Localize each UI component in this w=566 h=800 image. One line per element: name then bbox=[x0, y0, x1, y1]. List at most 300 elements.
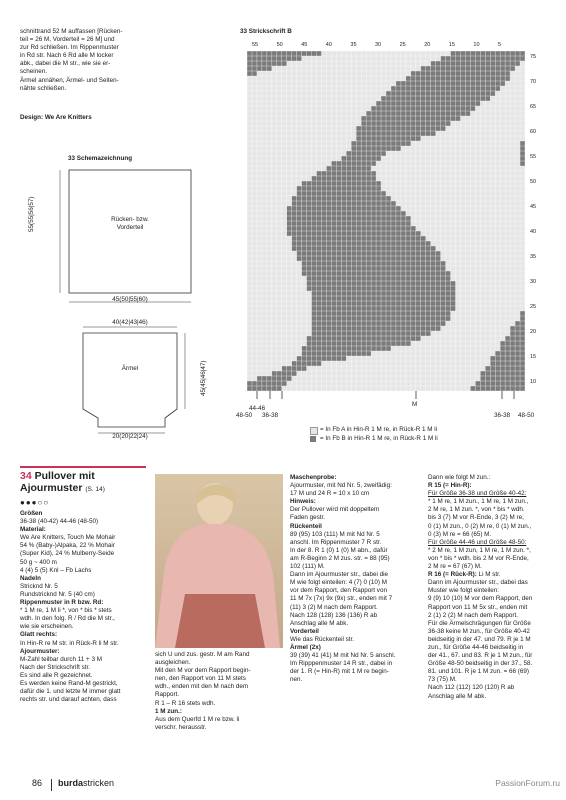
chart-cell-b bbox=[312, 176, 317, 181]
chart-cell-b bbox=[376, 186, 381, 191]
chart-cell-b bbox=[361, 311, 366, 316]
chart-cell-b bbox=[416, 131, 421, 136]
chart-cell-b bbox=[331, 261, 336, 266]
chart-cell-b bbox=[436, 326, 441, 331]
chart-cell-b bbox=[406, 91, 411, 96]
chart-cell-b bbox=[441, 291, 446, 296]
chart-cell-b bbox=[495, 66, 500, 71]
chart-cell-b bbox=[307, 351, 312, 356]
top-number: 45 bbox=[301, 42, 308, 48]
chart-cell-b bbox=[515, 346, 520, 351]
chart-cell-b bbox=[401, 291, 406, 296]
chart-cell-b bbox=[386, 211, 391, 216]
text-span: Größe 48-50 beidseitig in der 37., 58. bbox=[428, 660, 533, 668]
chart-cell-b bbox=[371, 321, 376, 326]
chart-cell-b bbox=[371, 316, 376, 321]
chart-cell-b bbox=[391, 311, 396, 316]
text-span: Nach 128 (128) 136 (136) R ab bbox=[290, 611, 378, 619]
chart-cell-b bbox=[292, 241, 297, 246]
chart-cell-b bbox=[515, 361, 520, 366]
chart-cell-b bbox=[490, 86, 495, 91]
chart-cell-b bbox=[391, 226, 396, 231]
chart-cell-b bbox=[366, 191, 371, 196]
text-line bbox=[428, 547, 558, 555]
chart-cell-b bbox=[341, 326, 346, 331]
chart-cell-b bbox=[465, 76, 470, 81]
chart-cell-b bbox=[431, 291, 436, 296]
chart-cell-b bbox=[500, 361, 505, 366]
chart-cell-b bbox=[411, 96, 416, 101]
chart-cell-b bbox=[336, 236, 341, 241]
chart-cell-b bbox=[272, 371, 277, 376]
chart-cell-b bbox=[500, 51, 505, 56]
chart-cell-b bbox=[510, 336, 515, 341]
text-line bbox=[290, 604, 425, 612]
chart-cell-b bbox=[257, 56, 262, 61]
chart-cell-b bbox=[391, 201, 396, 206]
chart-cell-b bbox=[321, 251, 326, 256]
chart-cell-b bbox=[287, 371, 292, 376]
chart-cell-b bbox=[302, 266, 307, 271]
text-line bbox=[155, 708, 283, 716]
chart-cell-b bbox=[446, 311, 451, 316]
schema-title: 33 Schemazeichnung bbox=[68, 155, 133, 162]
chart-cell-b bbox=[371, 161, 376, 166]
chart-cell-b bbox=[520, 336, 525, 341]
chart-cell-b bbox=[361, 206, 366, 211]
chart-cell-b bbox=[317, 211, 322, 216]
text-span: beidseitig in der 47. und 79. R je 1 M bbox=[428, 635, 531, 643]
chart-cell-b bbox=[396, 311, 401, 316]
chart-cell-b bbox=[515, 356, 520, 361]
chart-cell-b bbox=[480, 81, 485, 86]
chart-cell-b bbox=[371, 301, 376, 306]
chart-cell-b bbox=[460, 101, 465, 106]
chart-cell-b bbox=[371, 276, 376, 281]
chart-cell-b bbox=[406, 126, 411, 131]
chart-cell-b bbox=[421, 71, 426, 76]
chart-cell-b bbox=[510, 351, 515, 356]
chart-cell-b bbox=[406, 291, 411, 296]
chart-cell-b bbox=[520, 341, 525, 346]
text-span: Stricknd Nr. 5 bbox=[20, 582, 58, 590]
chart-cell-b bbox=[346, 251, 351, 256]
chart-cell-b bbox=[262, 56, 267, 61]
chart-cell-b bbox=[381, 286, 386, 291]
chart-cell-b bbox=[366, 266, 371, 271]
chart-cell-b bbox=[356, 186, 361, 191]
chart-cell-b bbox=[436, 106, 441, 111]
chart-cell-b bbox=[485, 376, 490, 381]
chart-cell-b bbox=[287, 51, 292, 56]
chart-cell-b bbox=[356, 181, 361, 186]
chart-cell-b bbox=[341, 161, 346, 166]
chart-cell-b bbox=[510, 56, 515, 61]
chart-cell-b bbox=[406, 106, 411, 111]
chart-cell-b bbox=[411, 236, 416, 241]
text-line bbox=[428, 587, 558, 595]
chart-cell-b bbox=[411, 86, 416, 91]
chart-cell-b bbox=[302, 356, 307, 361]
chart-cell-b bbox=[381, 141, 386, 146]
chart-cell-b bbox=[376, 281, 381, 286]
chart-cell-b bbox=[376, 131, 381, 136]
chart-cell-b bbox=[396, 251, 401, 256]
chart-cell-b bbox=[331, 176, 336, 181]
chart-cell-b bbox=[520, 331, 525, 336]
chart-cell-b bbox=[302, 226, 307, 231]
text-line bbox=[290, 676, 425, 684]
text-line bbox=[20, 542, 152, 550]
text-line bbox=[290, 620, 425, 628]
chart-cell-b bbox=[426, 116, 431, 121]
chart-cell-b bbox=[292, 211, 297, 216]
text-span: Material: bbox=[20, 526, 46, 534]
chart-cell-b bbox=[331, 221, 336, 226]
chart-cell-b bbox=[317, 286, 322, 291]
chart-cell-b bbox=[431, 311, 436, 316]
chart-cell-b bbox=[341, 241, 346, 246]
chart-cell-b bbox=[361, 201, 366, 206]
chart-cell-b bbox=[267, 376, 272, 381]
chart-cell-b bbox=[317, 276, 322, 281]
chart-cell-b bbox=[381, 136, 386, 141]
chart-cell-b bbox=[451, 286, 456, 291]
chart-cell-b bbox=[376, 156, 381, 161]
chart-cell-b bbox=[361, 281, 366, 286]
text-span: 102 (111) M. bbox=[290, 563, 325, 571]
chart-cell-b bbox=[436, 286, 441, 291]
chart-cell-b bbox=[416, 276, 421, 281]
text-span: Rapport. bbox=[155, 691, 180, 699]
chart-cell-b bbox=[292, 56, 297, 61]
chart-cell-b bbox=[321, 211, 326, 216]
chart-cell-b bbox=[341, 236, 346, 241]
text-span: Rippenmuster in R bzw. Rd: bbox=[20, 599, 104, 607]
legend-b: = In Fb B in Hin-R 1 M re, in Rück-R 1 M li bbox=[320, 435, 438, 442]
chart-cell-b bbox=[356, 166, 361, 171]
chart-cell-b bbox=[356, 156, 361, 161]
chart-cell-b bbox=[321, 291, 326, 296]
chart-cell-b bbox=[307, 186, 312, 191]
chart-cell-b bbox=[520, 56, 525, 61]
chart-cell-b bbox=[252, 51, 257, 56]
chart-cell-b bbox=[307, 221, 312, 226]
text-line bbox=[290, 523, 425, 531]
chart-cell-b bbox=[401, 106, 406, 111]
chart-cell-b bbox=[326, 341, 331, 346]
chart-cell-b bbox=[495, 71, 500, 76]
chart-cell-b bbox=[361, 286, 366, 291]
chart-cell-b bbox=[520, 376, 525, 381]
chart-cell-b bbox=[361, 241, 366, 246]
chart-cell-b bbox=[356, 241, 361, 246]
text-line bbox=[428, 652, 558, 660]
schema-drawing bbox=[40, 162, 220, 447]
article-ref: (S. 14) bbox=[85, 486, 105, 493]
chart-cell-b bbox=[401, 341, 406, 346]
chart-cell-b bbox=[307, 251, 312, 256]
chart-cell-b bbox=[406, 286, 411, 291]
chart-cell-b bbox=[351, 321, 356, 326]
chart-cell-b bbox=[391, 261, 396, 266]
chart-cell-b bbox=[361, 221, 366, 226]
chart-cell-b bbox=[381, 201, 386, 206]
chart-cell-b bbox=[331, 211, 336, 216]
chart-cell-b bbox=[421, 301, 426, 306]
chart-cell-b bbox=[475, 51, 480, 56]
chart-cell-b bbox=[431, 276, 436, 281]
chart-cell-b bbox=[346, 191, 351, 196]
column-4 bbox=[428, 474, 558, 701]
chart-cell-b bbox=[401, 316, 406, 321]
chart-cell-b bbox=[361, 191, 366, 196]
chart-cell-b bbox=[366, 301, 371, 306]
chart-cell-b bbox=[490, 371, 495, 376]
chart-cell-b bbox=[391, 291, 396, 296]
chart-cell-b bbox=[341, 246, 346, 251]
chart-cell-b bbox=[381, 126, 386, 131]
text-line bbox=[290, 547, 425, 555]
chart-cell-b bbox=[396, 111, 401, 116]
chart-cell-b bbox=[391, 256, 396, 261]
chart-cell-b bbox=[515, 366, 520, 371]
right-number: 65 bbox=[530, 104, 537, 110]
chart-cell-b bbox=[500, 351, 505, 356]
chart-cell-b bbox=[262, 66, 267, 71]
chart-cell-b bbox=[520, 316, 525, 321]
chart-cell-b bbox=[401, 116, 406, 121]
chart-cell-b bbox=[505, 381, 510, 386]
chart-cell-b bbox=[495, 56, 500, 61]
chart-cell-b bbox=[510, 366, 515, 371]
chart-cell-b bbox=[485, 91, 490, 96]
chart-cell-b bbox=[351, 311, 356, 316]
chart-cell-b bbox=[326, 346, 331, 351]
chart-cell-b bbox=[321, 301, 326, 306]
chart-cell-b bbox=[317, 351, 322, 356]
chart-cell-b bbox=[341, 201, 346, 206]
chart-cell-b bbox=[401, 121, 406, 126]
chart-cell-b bbox=[381, 266, 386, 271]
chart-cell-b bbox=[396, 301, 401, 306]
chart-cell-b bbox=[346, 321, 351, 326]
chart-cell-b bbox=[391, 246, 396, 251]
chart-cell-b bbox=[376, 181, 381, 186]
chart-cell-b bbox=[381, 281, 386, 286]
chart-cell-b bbox=[401, 86, 406, 91]
chart-cell-b bbox=[282, 56, 287, 61]
chart-cell-b bbox=[436, 101, 441, 106]
chart-cell-b bbox=[312, 266, 317, 271]
chart-cell-b bbox=[456, 76, 461, 81]
chart-cell-b bbox=[451, 66, 456, 71]
chart-cell-b bbox=[386, 96, 391, 101]
chart-cell-b bbox=[451, 86, 456, 91]
chart-cell-b bbox=[401, 331, 406, 336]
chart-cell-b bbox=[346, 226, 351, 231]
chart-cell-b bbox=[480, 71, 485, 76]
chart-cell-b bbox=[406, 246, 411, 251]
chart-cell-b bbox=[436, 256, 441, 261]
chart-cell-b bbox=[381, 321, 386, 326]
chart-cell-b bbox=[411, 231, 416, 236]
text-line bbox=[290, 490, 425, 498]
chart-cell-b bbox=[302, 346, 307, 351]
chart-cell-b bbox=[386, 331, 391, 336]
chart-cell-b bbox=[406, 326, 411, 331]
chart-cell-b bbox=[336, 231, 341, 236]
chart-cell-b bbox=[381, 106, 386, 111]
chart-cell-b bbox=[331, 321, 336, 326]
chart-cell-b bbox=[446, 76, 451, 81]
chart-cell-b bbox=[356, 151, 361, 156]
chart-cell-b bbox=[361, 236, 366, 241]
chart-cell-b bbox=[336, 261, 341, 266]
right-number: 60 bbox=[530, 129, 537, 135]
chart-cell-b bbox=[416, 321, 421, 326]
chart-cell-b bbox=[431, 281, 436, 286]
chart-cell-b bbox=[346, 271, 351, 276]
footer-site: PassionForum.ru bbox=[495, 778, 560, 788]
chart-cell-b bbox=[446, 91, 451, 96]
text-span: von * bis * wdh. bis 2 M vor R-Ende, bbox=[428, 554, 529, 562]
chart-cell-b bbox=[436, 91, 441, 96]
chart-cell-b bbox=[470, 91, 475, 96]
chart-cell-b bbox=[317, 291, 322, 296]
chart-cell-b bbox=[302, 216, 307, 221]
chart-cell-b bbox=[341, 206, 346, 211]
chart-cell-b bbox=[346, 246, 351, 251]
column-1 bbox=[20, 510, 152, 704]
chart-cell-b bbox=[386, 146, 391, 151]
chart-cell-b bbox=[321, 171, 326, 176]
chart-cell-b bbox=[351, 166, 356, 171]
text-span: wie sie erscheinen. bbox=[20, 623, 74, 631]
chart-cell-b bbox=[307, 336, 312, 341]
front-height-label: 55(55|56|57) bbox=[28, 196, 35, 232]
chart-cell-b bbox=[292, 196, 297, 201]
chart-cell-b bbox=[416, 236, 421, 241]
chart-cell-b bbox=[391, 316, 396, 321]
chart-cell-b bbox=[292, 201, 297, 206]
chart-cell-b bbox=[351, 331, 356, 336]
chart-cell-b bbox=[361, 121, 366, 126]
chart-cell-b bbox=[396, 116, 401, 121]
chart-cell-b bbox=[307, 246, 312, 251]
chart-cell-b bbox=[396, 331, 401, 336]
chart-cell-b bbox=[485, 61, 490, 66]
chart-cell-b bbox=[346, 276, 351, 281]
chart-cell-b bbox=[520, 351, 525, 356]
top-number: 40 bbox=[325, 42, 332, 48]
text-span: 4 (4) 5 (5) Knl – Fb Lachs bbox=[20, 566, 92, 574]
chart-cell-b bbox=[436, 126, 441, 131]
bottom-label-1: 48-50 bbox=[236, 412, 253, 419]
text-line bbox=[290, 555, 425, 563]
chart-cell-b bbox=[515, 51, 520, 56]
chart-cell-b bbox=[351, 221, 356, 226]
chart-cell-b bbox=[475, 81, 480, 86]
chart-cell-b bbox=[371, 236, 376, 241]
chart-cell-b bbox=[302, 211, 307, 216]
chart-cell-b bbox=[356, 131, 361, 136]
chart-cell-b bbox=[307, 266, 312, 271]
chart-cell-b bbox=[396, 146, 401, 151]
chart-cell-b bbox=[391, 131, 396, 136]
chart-cell-b bbox=[371, 241, 376, 246]
chart-cell-b bbox=[451, 301, 456, 306]
chart-cell-b bbox=[416, 106, 421, 111]
text-span: nen. bbox=[290, 676, 303, 684]
top-number: 5 bbox=[498, 42, 502, 48]
chart-cell-b bbox=[436, 66, 441, 71]
text-span: 36-38 keine M zun., für Größe 40-42 bbox=[428, 627, 530, 635]
chart-cell-b bbox=[307, 191, 312, 196]
chart-cell-b bbox=[366, 221, 371, 226]
chart-cell-b bbox=[381, 96, 386, 101]
chart-cell-b bbox=[426, 66, 431, 71]
chart-cell-b bbox=[336, 296, 341, 301]
chart-cell-b bbox=[297, 251, 302, 256]
chart-cell-b bbox=[475, 86, 480, 91]
chart-cell-b bbox=[326, 276, 331, 281]
chart-cell-b bbox=[312, 186, 317, 191]
chart-cell-b bbox=[371, 146, 376, 151]
knitting-chart bbox=[247, 51, 525, 391]
chart-cell-b bbox=[331, 186, 336, 191]
chart-cell-b bbox=[312, 231, 317, 236]
chart-cell-b bbox=[376, 231, 381, 236]
chart-cell-b bbox=[396, 86, 401, 91]
chart-cell-b bbox=[336, 176, 341, 181]
chart-cell-b bbox=[312, 301, 317, 306]
chart-cell-b bbox=[456, 106, 461, 111]
chart-cell-b bbox=[406, 301, 411, 306]
chart-cell-b bbox=[470, 76, 475, 81]
chart-cell-b bbox=[351, 256, 356, 261]
text-line bbox=[155, 675, 283, 683]
chart-cell-b bbox=[282, 381, 287, 386]
text-line bbox=[428, 628, 558, 636]
chart-cell-b bbox=[366, 326, 371, 331]
chart-cell-b bbox=[515, 321, 520, 326]
chart-cell-b bbox=[411, 226, 416, 231]
chart-cell-b bbox=[361, 176, 366, 181]
chart-cell-b bbox=[406, 316, 411, 321]
chart-cell-b bbox=[416, 246, 421, 251]
text-span: * 2 M re, 1 M zun, 1 M re, 1 M zun. *, bbox=[428, 546, 531, 554]
chart-cell-b bbox=[396, 126, 401, 131]
chart-cell-b bbox=[495, 356, 500, 361]
text-line bbox=[155, 651, 283, 659]
chart-cell-b bbox=[366, 136, 371, 141]
chart-cell-b bbox=[361, 151, 366, 156]
chart-cell-b bbox=[386, 101, 391, 106]
chart-cell-b bbox=[421, 256, 426, 261]
chart-cell-b bbox=[490, 56, 495, 61]
chart-cell-b bbox=[356, 346, 361, 351]
chart-cell-b bbox=[406, 336, 411, 341]
chart-cell-b bbox=[361, 126, 366, 131]
chart-cell-b bbox=[351, 231, 356, 236]
chart-cell-b bbox=[331, 196, 336, 201]
text-line bbox=[20, 510, 152, 518]
chart-cell-b bbox=[490, 361, 495, 366]
chart-cell-b bbox=[505, 371, 510, 376]
chart-cell-b bbox=[451, 291, 456, 296]
chart-cell-b bbox=[396, 306, 401, 311]
